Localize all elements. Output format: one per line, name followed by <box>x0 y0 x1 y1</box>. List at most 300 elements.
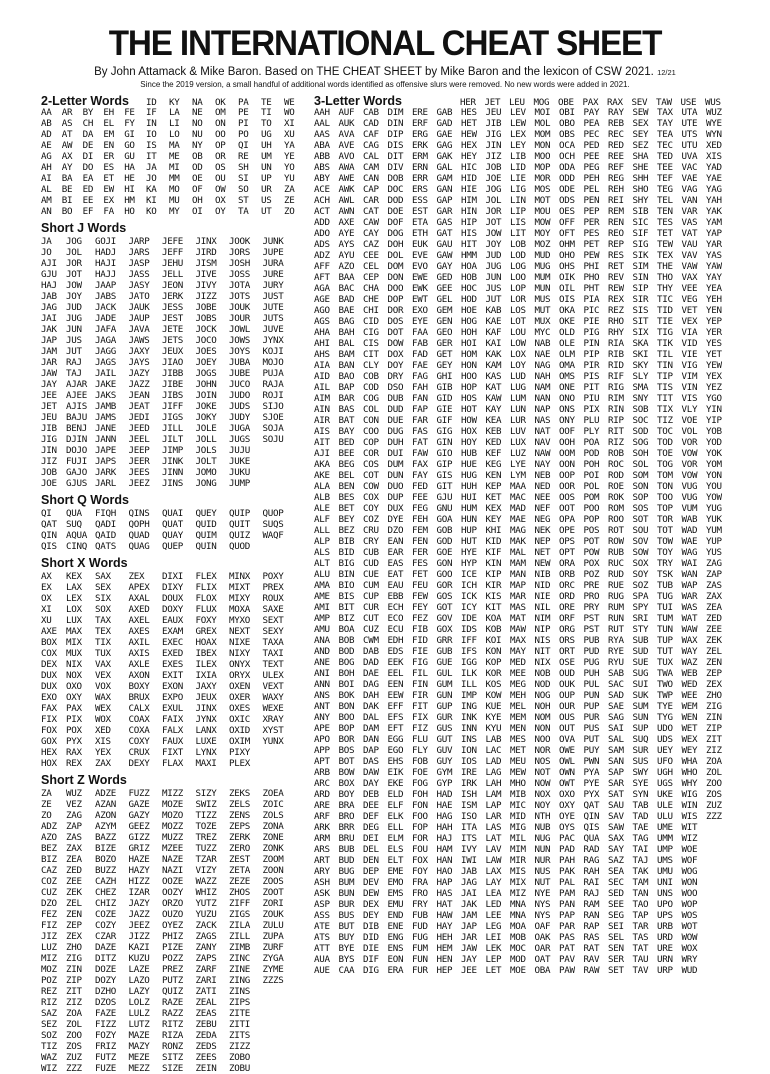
word: TIZ <box>41 1041 57 1052</box>
word: JAFA <box>95 324 116 335</box>
word: DOE <box>387 206 404 217</box>
word: RAW <box>583 965 600 976</box>
word: JINX <box>195 703 217 714</box>
word: KIF <box>485 547 502 558</box>
word: ARF <box>314 811 330 822</box>
word: JAI <box>461 888 477 899</box>
word: SOC <box>632 415 649 426</box>
word: SIC <box>632 217 649 228</box>
word: PRO <box>583 591 600 602</box>
word: IZAR <box>128 887 150 898</box>
word: DIS <box>387 140 404 151</box>
word: TUN <box>657 624 673 635</box>
word: REB <box>608 118 624 129</box>
word: BOXY <box>128 681 150 692</box>
word: EAUX <box>162 615 183 626</box>
word-row <box>41 637 346 648</box>
word: FIB <box>412 624 428 635</box>
word: NIM <box>534 613 551 624</box>
word: URP <box>657 965 673 976</box>
word: ERE <box>412 107 428 118</box>
word: NUR <box>534 855 551 866</box>
word: ARB <box>314 767 330 778</box>
word: NAB <box>534 338 551 349</box>
word: SEZ <box>632 140 649 151</box>
word: POZ <box>583 569 600 580</box>
word: OCA <box>559 140 575 151</box>
word: JOG <box>485 184 502 195</box>
word: FE <box>124 107 135 118</box>
word: RYE <box>608 646 624 657</box>
word-row <box>41 368 346 379</box>
word: DOC <box>387 184 404 195</box>
word: DOY <box>387 360 404 371</box>
word: PES <box>583 228 600 239</box>
word: VAN <box>681 195 698 206</box>
word: PI <box>237 118 249 129</box>
word: DOJO <box>66 445 87 456</box>
word: CUE <box>363 569 379 580</box>
word: ZEP <box>706 668 722 679</box>
word: FOZY <box>95 1030 116 1041</box>
word: TUX <box>657 657 673 668</box>
word-row <box>41 626 346 637</box>
word: JAZZ <box>128 379 150 390</box>
word: TWP <box>657 690 673 701</box>
word: ROD <box>608 470 624 481</box>
word: SWY <box>632 767 649 778</box>
word: IFS <box>461 646 477 657</box>
word: SEV <box>631 97 648 108</box>
word: RUE <box>608 580 624 591</box>
word: ZAS <box>706 580 722 591</box>
word: HOS <box>461 393 477 404</box>
word: JACK <box>95 302 116 313</box>
word: YIP <box>706 415 722 426</box>
word: NOT <box>534 767 551 778</box>
word: IWI <box>461 855 477 866</box>
word-row <box>314 228 732 239</box>
word: BAO <box>338 371 355 382</box>
word: NIX <box>534 657 551 668</box>
word: GREX <box>195 626 217 637</box>
word: WAQF <box>262 530 284 541</box>
word: JAKS <box>95 390 116 401</box>
word: SIX <box>632 327 649 338</box>
word: TOC <box>657 426 673 437</box>
word: AIR <box>314 415 330 426</box>
word: MOZE <box>162 799 183 810</box>
word-row <box>314 712 732 723</box>
word: KEN <box>485 470 502 481</box>
word: JAVA <box>128 324 150 335</box>
word: QUEY <box>195 508 217 519</box>
word: HID <box>461 173 477 184</box>
word: BAP <box>338 382 355 393</box>
word: JERK <box>162 291 183 302</box>
word: ZIN <box>706 712 722 723</box>
word: FOX <box>412 855 428 866</box>
word: OVA <box>559 734 575 745</box>
word: CHI <box>363 305 379 316</box>
word: WAD <box>681 525 698 536</box>
word: PUG <box>583 657 600 668</box>
word: JAI <box>41 313 57 324</box>
word: MOS <box>534 184 551 195</box>
word: LOU <box>510 327 526 338</box>
word: SEE <box>608 899 624 910</box>
word: TAB <box>632 800 649 811</box>
word: KED <box>485 437 502 448</box>
word: WE <box>284 97 295 108</box>
word: JELL <box>162 269 183 280</box>
word: LOR <box>510 294 526 305</box>
word: OIL <box>559 283 575 294</box>
word: TEXT <box>262 659 284 670</box>
word: TUP <box>657 635 673 646</box>
word: NAZI <box>162 865 183 876</box>
word: LEX <box>510 129 526 140</box>
word: GRIZ <box>128 843 150 854</box>
word: LIG <box>510 184 526 195</box>
word-row <box>41 670 346 681</box>
word: REH <box>608 184 624 195</box>
word-row <box>314 866 732 877</box>
word: YAP <box>706 228 722 239</box>
word: UP <box>260 173 272 184</box>
word: SIS <box>632 305 649 316</box>
word: BE <box>61 184 73 195</box>
word: ORS <box>559 635 575 646</box>
word: PO <box>237 129 249 140</box>
word: GUR <box>436 712 453 723</box>
word: DIN <box>387 118 404 129</box>
word: JIZ <box>41 931 57 942</box>
word-row <box>41 832 346 843</box>
word: ZENS <box>229 810 250 821</box>
word: OPS <box>559 536 575 547</box>
word: SEXY <box>262 626 284 637</box>
word: TWA <box>657 668 673 679</box>
word: KIR <box>485 580 502 591</box>
word: WIN <box>681 800 698 811</box>
word: SEC <box>608 877 624 888</box>
word: ABS <box>314 162 330 173</box>
word: FRIZ <box>95 1041 116 1052</box>
word: ZA <box>41 788 52 799</box>
word: CAG <box>363 140 379 151</box>
word: PAL <box>559 877 575 888</box>
word: ZEK <box>66 887 82 898</box>
word: LYNX <box>195 747 217 758</box>
word: ZITE <box>229 1008 250 1019</box>
word: AN <box>41 206 52 217</box>
word: TOT <box>657 525 673 536</box>
three-letter-words-heading: 3-Letter Words <box>314 94 402 108</box>
word: AIN <box>314 404 330 415</box>
word: AXIS <box>128 648 150 659</box>
word: IDS <box>461 624 477 635</box>
word: MOL <box>534 118 551 129</box>
word: SAX <box>95 571 111 582</box>
word: EMS <box>387 888 404 899</box>
word: LEY <box>510 140 526 151</box>
word: RAG <box>583 855 600 866</box>
word: JAMB <box>95 401 116 412</box>
word: MIZ <box>41 953 57 964</box>
word: BUS <box>338 910 355 921</box>
word: ILK <box>461 668 477 679</box>
word: GIF <box>436 415 453 426</box>
word: JASP <box>128 258 150 269</box>
word: TEF <box>657 173 673 184</box>
word: VAG <box>681 184 698 195</box>
word: ANS <box>314 690 330 701</box>
word: TEL <box>657 195 673 206</box>
word: NAM <box>534 382 551 393</box>
word: PUD <box>583 646 600 657</box>
word: MAZY <box>128 1041 150 1052</box>
word: ANI <box>314 668 330 679</box>
word: JOYS <box>229 346 250 357</box>
word: XU <box>41 615 52 626</box>
word: DOZY <box>95 975 116 986</box>
word: PYA <box>583 767 600 778</box>
word: AH <box>41 162 52 173</box>
word: BIZE <box>95 843 116 854</box>
word: PLY <box>583 426 600 437</box>
word: RIG <box>608 382 624 393</box>
word-row <box>41 843 346 854</box>
word: HADJ <box>95 247 116 258</box>
word: LAZY <box>128 986 150 997</box>
word: ZEAS <box>195 1008 217 1019</box>
word: CRUX <box>128 747 150 758</box>
word: XED <box>706 140 722 151</box>
word: TAN <box>632 888 649 899</box>
word: QUAI <box>162 508 183 519</box>
word: DAB <box>363 646 379 657</box>
word: BOX <box>338 778 355 789</box>
word: ERM <box>412 151 428 162</box>
word: BOX <box>41 637 57 648</box>
word: GI <box>124 129 135 140</box>
word: JEEP <box>128 445 150 456</box>
word: BAD <box>338 294 355 305</box>
word: YON <box>706 470 722 481</box>
word: QIS <box>41 541 57 552</box>
word: BEY <box>338 514 355 525</box>
word: EWE <box>412 272 428 283</box>
word: EXES <box>162 659 183 670</box>
word: YEW <box>706 360 722 371</box>
word: GOR <box>436 580 453 591</box>
short-j-heading: Short J Words <box>41 221 127 235</box>
word: ZULU <box>262 920 284 931</box>
word: FID <box>412 635 428 646</box>
word: KEA <box>485 415 502 426</box>
word: ARC <box>314 778 330 789</box>
word-row <box>314 855 732 866</box>
word: HUP <box>461 525 477 536</box>
word: HET <box>461 118 477 129</box>
word: GUS <box>436 723 453 734</box>
word: VAV <box>681 250 698 261</box>
word: POL <box>583 481 600 492</box>
word: PIX <box>583 404 600 415</box>
word: QI <box>237 140 249 151</box>
word: TRY <box>657 558 673 569</box>
word: JAZY <box>128 898 150 909</box>
word: JEAT <box>128 401 150 412</box>
word: NIT <box>534 646 551 657</box>
word: CRU <box>363 525 379 536</box>
word: SAI <box>608 723 624 734</box>
word: WEX <box>681 734 698 745</box>
word: OXIC <box>229 714 250 725</box>
word: KAF <box>485 327 502 338</box>
word: COY <box>363 503 379 514</box>
word: MOT <box>534 195 551 206</box>
word: ONO <box>559 393 575 404</box>
revision-note: Since the 2019 version, a small handful of additional words identified as offensive slurs were removed. No new words were added in 2021. <box>140 80 630 89</box>
word: NEP <box>534 536 551 547</box>
word: BIB <box>338 536 355 547</box>
word: NIE <box>534 591 551 602</box>
word: SUQS <box>262 519 284 530</box>
word: ZITI <box>229 1019 250 1030</box>
word: DUD <box>387 404 404 415</box>
word: ZOOS <box>262 876 284 887</box>
word: FUTZ <box>95 1052 116 1063</box>
word: AL <box>41 184 52 195</box>
word: UN <box>260 162 272 173</box>
word: MEG <box>510 679 526 690</box>
word: COD <box>363 382 379 393</box>
word: APE <box>314 723 330 734</box>
word: WAR <box>681 591 698 602</box>
word: ZEP <box>66 920 82 931</box>
word: DIT <box>387 151 404 162</box>
word: AUF <box>338 107 355 118</box>
word-row <box>314 492 732 503</box>
word: IBEX <box>195 648 217 659</box>
word: HEX <box>461 140 477 151</box>
word: JET <box>41 401 57 412</box>
word: JIG <box>41 434 57 445</box>
word: ZINC <box>229 953 250 964</box>
word: MAZE <box>128 1030 150 1041</box>
word: SI <box>237 173 249 184</box>
word: DZO <box>387 525 404 536</box>
word: PHT <box>583 283 600 294</box>
word: THE <box>657 261 673 272</box>
word: OAR <box>534 943 551 954</box>
word: ZIZ <box>706 745 722 756</box>
word-row <box>314 789 732 800</box>
word: GIO <box>436 448 453 459</box>
word: VOR <box>681 459 698 470</box>
word: EX <box>103 195 114 206</box>
word: KUZU <box>128 953 150 964</box>
word: IVY <box>461 844 477 855</box>
word: GYP <box>436 778 453 789</box>
word: AYS <box>338 239 355 250</box>
word: MUT <box>534 305 551 316</box>
word: DUN <box>387 470 404 481</box>
word-row <box>41 456 346 467</box>
word: CAN <box>363 173 379 184</box>
word: MAC <box>510 492 526 503</box>
word: TEA <box>657 129 673 140</box>
word: LAC <box>485 745 502 756</box>
word: NOY <box>534 800 551 811</box>
word: LUR <box>510 415 526 426</box>
word: ALS <box>314 547 330 558</box>
word: KEG <box>485 459 502 470</box>
word: GAK <box>436 151 453 162</box>
word: KI <box>145 195 157 206</box>
word: HUB <box>461 448 477 459</box>
word-row <box>314 547 732 558</box>
word: JEFE <box>162 236 183 247</box>
word: FED <box>412 481 428 492</box>
word: DAL <box>363 712 379 723</box>
word: UMS <box>657 855 673 866</box>
word-row <box>41 615 346 626</box>
word: AHS <box>314 349 330 360</box>
word: LID <box>510 162 526 173</box>
word: JEON <box>162 280 183 291</box>
word: MIB <box>510 789 526 800</box>
two-letter-words-heading: 2-Letter Words <box>41 94 129 108</box>
word: WHY <box>681 778 698 789</box>
word: DAG <box>363 679 379 690</box>
word: LAB <box>485 734 502 745</box>
word: GEE <box>436 283 453 294</box>
word: RED <box>608 140 624 151</box>
word: OXY <box>559 800 575 811</box>
word: TEG <box>657 184 673 195</box>
word: TAW <box>656 97 672 108</box>
word-row <box>314 778 732 789</box>
word: SAN <box>608 756 624 767</box>
word: ZEDA <box>195 1030 217 1041</box>
word: HUG <box>461 470 477 481</box>
word: LAM <box>485 789 502 800</box>
word: GOO <box>436 569 453 580</box>
word: HES <box>461 107 477 118</box>
word: POD <box>583 448 600 459</box>
word: CIT <box>363 349 379 360</box>
word: CALX <box>128 703 150 714</box>
word: ZAG <box>66 810 82 821</box>
word: JIZ <box>485 151 502 162</box>
word: PEH <box>583 173 600 184</box>
word: LAS <box>485 822 502 833</box>
word: FOH <box>412 789 428 800</box>
word: QUA <box>66 508 82 519</box>
word: CIG <box>363 327 379 338</box>
word: ON <box>214 118 226 129</box>
word: OOZE <box>162 876 183 887</box>
word: OBE <box>558 97 574 108</box>
word: MEZZ <box>128 1063 150 1074</box>
word: VEZ <box>66 799 82 810</box>
word-row <box>41 302 346 313</box>
word: GAP <box>436 195 453 206</box>
word: ARS <box>314 844 330 855</box>
